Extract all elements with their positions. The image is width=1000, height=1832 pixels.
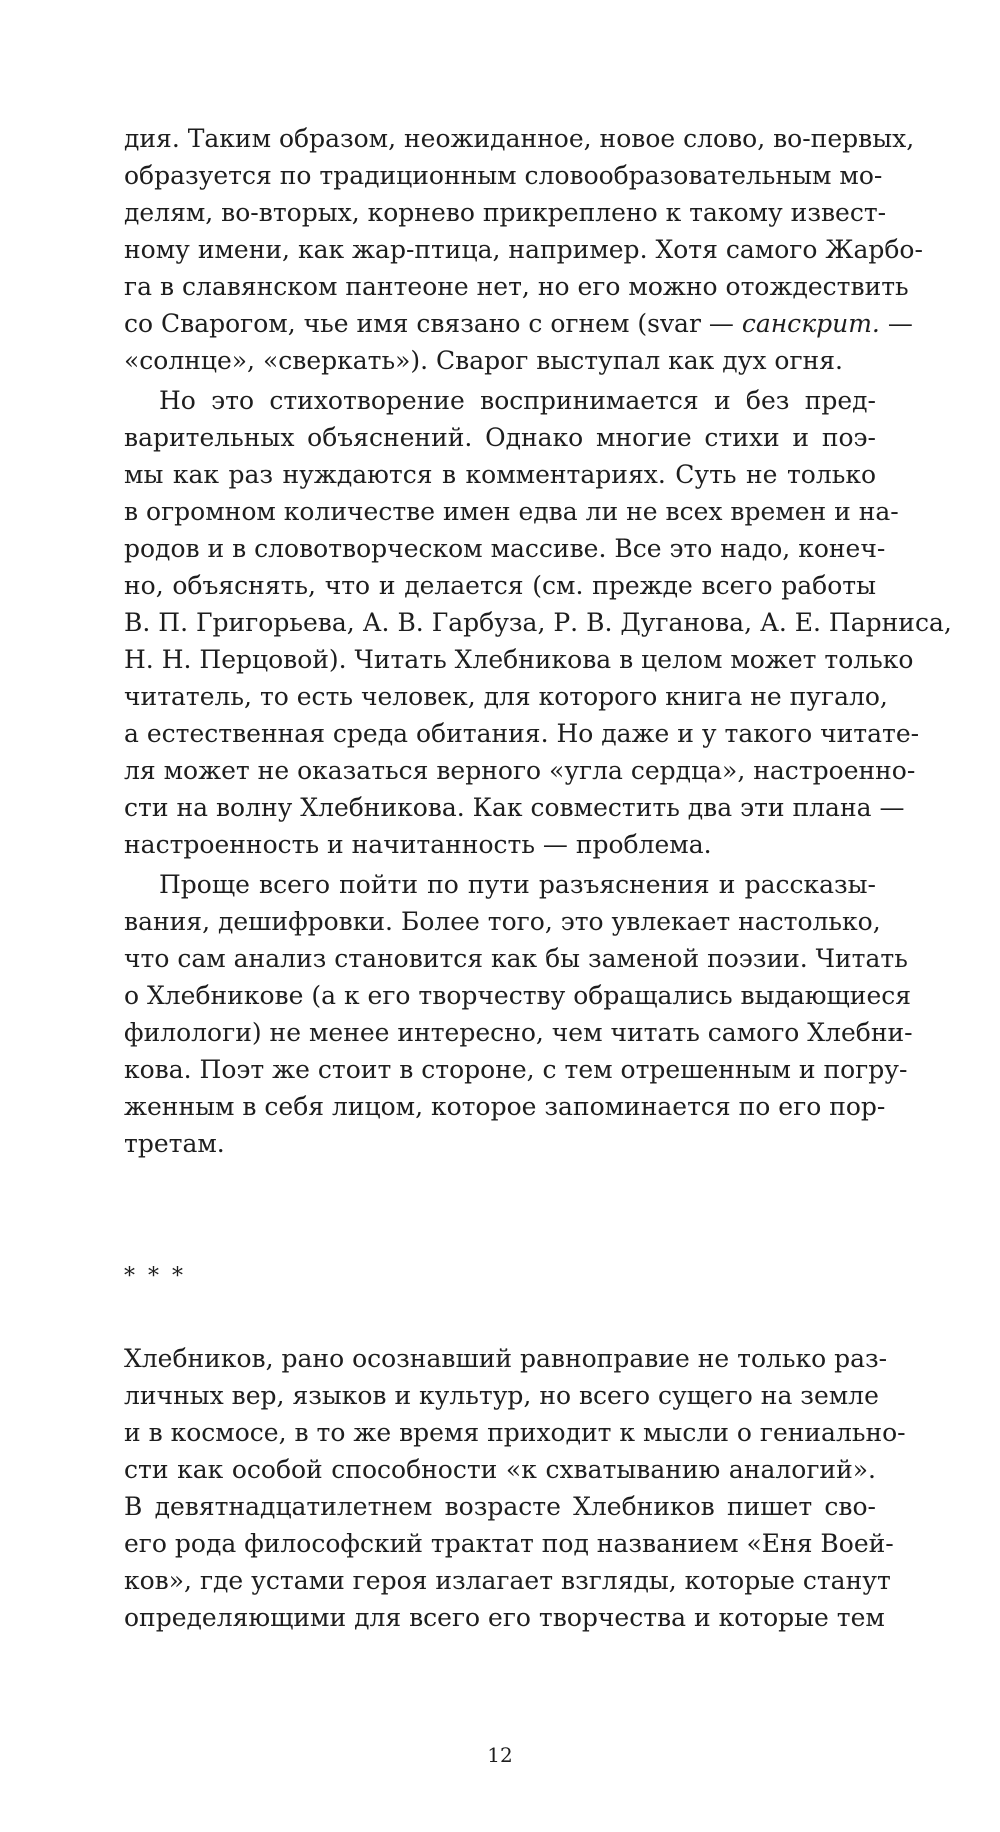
text-line: филологи) не менее интересно, чем читать самого Хлебни- — [124, 1018, 913, 1047]
text-line: В. П. Григорьева, А. В. Гарбуза, Р. В. Дуганова, А. Е. Парниса, — [124, 608, 952, 637]
text-line: ков», где устами героя излагает взгляды, которые станут — [124, 1566, 891, 1595]
text-line: сти как особой способности «к схватыванию аналогий». — [124, 1455, 876, 1484]
text-line: Проще всего пойти по пути разъяснения и рассказы- — [159, 870, 876, 899]
text-line: вания, дешифровки. Более того, это увлекает настолько, — [124, 907, 881, 936]
text-line: женным в себя лицом, которое запоминается по его пор- — [124, 1092, 886, 1121]
text-span: — — [879, 309, 913, 338]
text-line: Но это стихотворение воспринимается и без пред- — [159, 386, 876, 415]
text-line: дия. Таким образом, неожиданное, новое слово, во-первых, — [124, 124, 915, 153]
text-block-lower — [124, 1340, 906, 1636]
text-span: со Сварогом, чье имя связано с огнем (svar — — [124, 309, 742, 338]
text-line: настроенность и начитанность — проблема. — [124, 830, 712, 859]
text-line: га в славянском пантеоне нет, но его можно отождествить — [124, 272, 909, 301]
text-line: Хлебников, рано осознавший равноправие не только раз- — [124, 1344, 888, 1373]
paragraph-2 — [124, 382, 952, 863]
text-line: определяющими для всего его творчества и которые тем — [124, 1603, 885, 1632]
text-line: родов и в словотворческом массиве. Все это надо, конеч- — [124, 534, 886, 563]
text-line: варительных объяснений. Однако многие стихи и поэ- — [124, 423, 876, 452]
section-separator: * * * — [124, 1264, 186, 1289]
text-line: в огромном количестве имен едва ли не всех времен и на- — [124, 497, 899, 526]
text-line: сти на волну Хлебникова. Как совместить два эти плана — — [124, 793, 905, 822]
paragraph-1 — [124, 120, 923, 379]
text-line: образуется по традиционным словообразовательным мо- — [124, 161, 883, 190]
text-line: его рода философский трактат под названием «Еня Воей- — [124, 1529, 894, 1558]
text-line: что сам анализ становится как бы заменой поэзии. Читать — [124, 944, 908, 973]
text-line: В девятнадцатилетнем возрасте Хлебников пишет сво- — [124, 1492, 876, 1521]
text-line: личных вер, языков и культур, но всего сущего на земле — [124, 1381, 879, 1410]
text-line: кова. Поэт же стоит в стороне, с тем отрешенным и погру- — [124, 1055, 908, 1084]
text-line: ля может не оказаться верного «угла сердца», настроенно- — [124, 756, 916, 785]
page-number: 12 — [487, 1743, 513, 1767]
text-line: о Хлебникове (а к его творчеству обращались выдающиеся — [124, 981, 912, 1010]
italic-term: санскрит. — [741, 309, 880, 338]
text-line: читатель, то есть человек, для которого книга не пугало, — [124, 682, 888, 711]
text-line: а естественная среда обитания. Но даже и у такого читате- — [124, 719, 920, 748]
text-line: мы как раз нуждаются в комментариях. Суть не только — [124, 460, 876, 489]
text-line — [124, 305, 913, 342]
text-line: Н. Н. Перцовой). Читать Хлебникова в целом может только — [124, 645, 914, 674]
text-block-upper — [124, 120, 952, 1162]
text-line: «солнце», «сверкать»). Сварог выступал как дух огня. — [124, 346, 843, 375]
paragraph-3 — [124, 866, 913, 1162]
text-line: ному имени, как жар-птица, например. Хотя самого Жарбо- — [124, 235, 923, 264]
text-line: и в космосе, в то же время приходит к мысли о гениально- — [124, 1418, 906, 1447]
text-line: третам. — [124, 1129, 225, 1158]
text-line: делям, во-вторых, корнево прикреплено к такому извест- — [124, 198, 887, 227]
text-line: но, объяснять, что и делается (см. прежде всего работы — [124, 571, 876, 600]
paragraph-4 — [124, 1340, 906, 1636]
